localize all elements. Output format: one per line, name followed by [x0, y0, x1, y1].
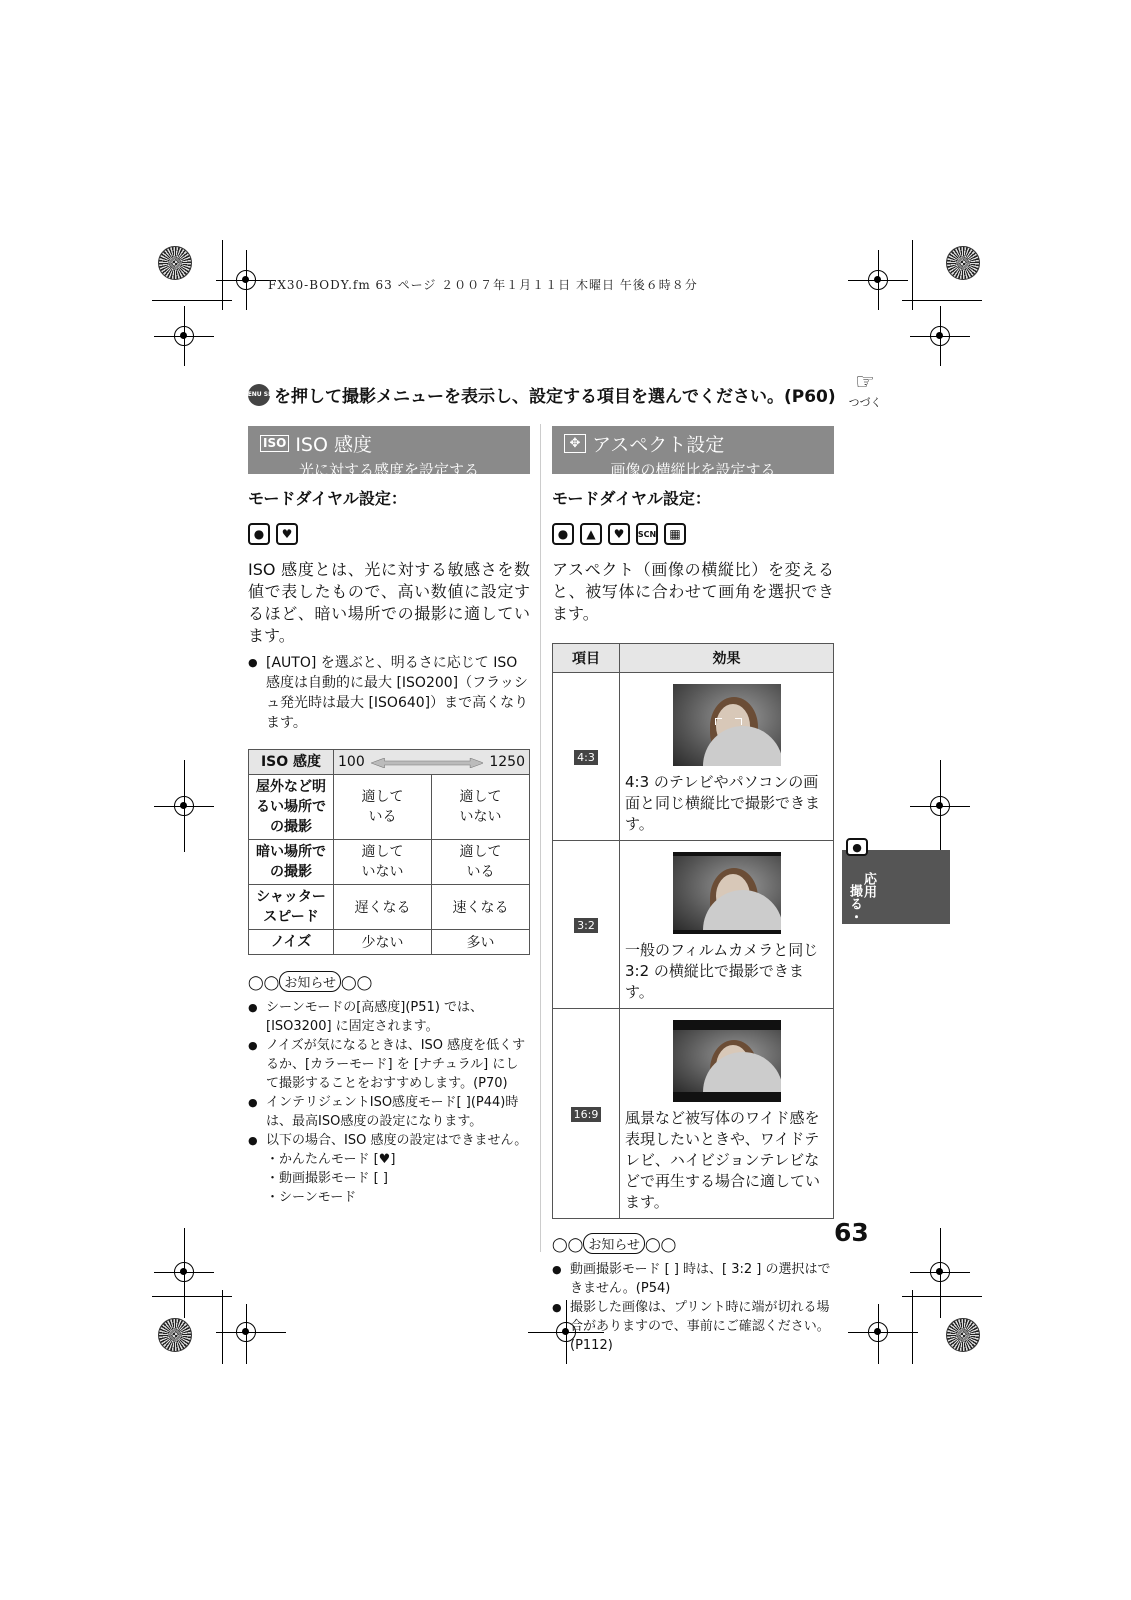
menu-set-button-icon: MENU SET: [248, 384, 270, 406]
table-row: [249, 840, 530, 885]
iso-section-header: [248, 426, 530, 479]
list-item: ・かんたんモード [♥]: [266, 1152, 396, 1167]
notice-title: お知らせ: [583, 1233, 645, 1254]
cell-low: 少ない: [334, 930, 432, 955]
iso-section-title: ISO 感度: [295, 434, 372, 456]
chapter-side-tab: [842, 850, 950, 924]
cell-high: 適して いない: [432, 775, 530, 840]
aspect-ratio-icon: ✥: [564, 434, 586, 453]
instruction-text: を押して撮影メニューを表示し、設定する項目を選んでください。(P60): [274, 387, 836, 407]
page-number: 63: [834, 1218, 869, 1247]
table-row: [249, 885, 530, 930]
side-tab-line2: 撮る・: [847, 884, 862, 923]
row-label: 暗い場所での撮影: [249, 840, 334, 885]
continue-label: つづく: [848, 396, 882, 409]
continue-indicator: [842, 372, 888, 410]
file-header: FX30-BODY.fm 63 ページ ２００７年１月１１日 木曜日 午後６時８分: [268, 278, 698, 292]
iso-sub-notices: [248, 1150, 530, 1207]
registration-star-icon: [946, 1318, 980, 1352]
registration-star-icon: [158, 1318, 192, 1352]
camera-icon: ●: [846, 838, 868, 856]
mode-icons: [552, 523, 834, 545]
iso-notices: [248, 998, 530, 1150]
list-item: ● 動画撮影モード [ ] 時は、[ 3:2 ] の選択はできません。(P54): [552, 1260, 834, 1298]
ratio-badge: 4:3: [574, 750, 598, 765]
list-item: ・シーンモード: [266, 1190, 357, 1205]
col-effect-header: 効果: [620, 644, 834, 673]
pointing-hand-icon: ☞: [855, 370, 875, 395]
cell-high: 多い: [432, 930, 530, 955]
aspect-section-title: アスペクト設定: [592, 434, 725, 456]
aspect-notices: [552, 1260, 834, 1355]
ratio-description: 一般のフィルムカメラと同じ 3:2 の横縦比で撮影できます。: [625, 941, 819, 1001]
aspect-section-subtitle: 画像の横縦比を設定する: [610, 461, 776, 479]
iso-section-subtitle: 光に対する感度を設定する: [298, 461, 479, 479]
ratio-description: 4:3 のテレビやパソコンの画面と同じ横縦比で撮影できます。: [625, 773, 821, 833]
registration-star-icon: [946, 246, 980, 280]
ratio-badge: 16:9: [571, 1107, 602, 1122]
list-item: ● [AUTO] を選ぶと、明るさに応じて ISO 感度は自動的に最大 [ISO200]（フラッシュ発光時は最大 [ISO640]）まで高くなります。: [248, 653, 530, 733]
heart-icon: ♥: [608, 523, 630, 545]
side-tab-line1: 応用: [861, 872, 876, 898]
mode-dial-label: モードダイヤル設定：: [248, 489, 407, 508]
aspect-section-header: [552, 426, 834, 479]
iso-max: 1250: [489, 754, 525, 770]
table-row: [249, 775, 530, 840]
mode-dial-label: モードダイヤル設定：: [552, 489, 711, 508]
cell-low: 遅くなる: [334, 885, 432, 930]
mode-icons: [248, 523, 530, 545]
instruction-line: [241, 382, 836, 407]
iso-table: [248, 749, 530, 955]
aspect-section: [552, 426, 834, 1355]
iso-icon: ISO: [260, 435, 289, 452]
cell-low: 適して いる: [334, 775, 432, 840]
intelligent-iso-icon: ▲: [580, 523, 602, 545]
table-row: [553, 673, 834, 841]
sample-photo-4-3: [673, 684, 781, 766]
list-item: ● インテリジェントISO感度モード[ ](P44)時は、最高ISO感度の設定になります。: [248, 1093, 530, 1131]
movie-icon: ▦: [664, 523, 686, 545]
table-row: [553, 1009, 834, 1219]
notice-heading: ◯◯ お知らせ ◯◯: [552, 1233, 834, 1254]
iso-bullets: [248, 653, 530, 733]
table-row: [553, 841, 834, 1009]
iso-min: 100: [338, 754, 365, 770]
list-item: ● 以下の場合、ISO 感度の設定はできません。: [248, 1131, 530, 1150]
sample-photo-16-9: [673, 1020, 781, 1102]
camera-icon: ●: [248, 523, 270, 545]
cell-high: 速くなる: [432, 885, 530, 930]
camera-icon: ●: [552, 523, 574, 545]
notice-title: お知らせ: [279, 971, 341, 992]
ratio-badge: 3:2: [574, 918, 598, 933]
notice-heading: ◯◯ お知らせ ◯◯: [248, 971, 530, 992]
row-label: ノイズ: [249, 930, 334, 955]
list-item: ● シーンモードの[高感度](P51) では、[ISO3200] に固定されます。: [248, 998, 530, 1036]
heart-icon: ♥: [276, 523, 298, 545]
aspect-table: [552, 643, 834, 1219]
table-row: [249, 930, 530, 955]
registration-star-icon: [158, 246, 192, 280]
iso-description: ISO 感度とは、光に対する敏感さを数値で表したもので、高い数値に設定するほど、暗い場所での撮影に適しています。: [248, 560, 530, 645]
list-item: ● ノイズが気になるときは、ISO 感度を低くするか、[カラーモード] を [ナチュラル] にして撮影することをおすすめします。(P70): [248, 1036, 530, 1093]
list-item: ● 撮影した画像は、プリント時に端が切れる場合がありますので、事前にご確認ください。(P112): [552, 1298, 834, 1355]
row-label: 屋外など明るい場所での撮影: [249, 775, 334, 840]
ratio-description: 風景など被写体のワイド感を表現したいときや、ワイドテレビ、ハイビジョンテレビなどで再生する場合に適しています。: [625, 1109, 821, 1211]
aspect-description: アスペクト（画像の横縦比）を変えると、被写体に合わせて画角を選択できます。: [552, 560, 834, 623]
scn-icon: SCN: [636, 523, 658, 545]
sample-photo-3-2: [673, 852, 781, 934]
list-item: ・動画撮影モード [ ]: [266, 1171, 388, 1186]
iso-header-label: ISO 感度: [249, 750, 334, 775]
iso-section: [248, 426, 530, 1207]
cell-low: 適して いない: [334, 840, 432, 885]
cell-high: 適して いる: [432, 840, 530, 885]
row-label: シャッタースピード: [249, 885, 334, 930]
iso-range-arrow-icon: [371, 758, 484, 766]
col-item-header: 項目: [553, 644, 620, 673]
column-divider: [540, 424, 541, 1252]
